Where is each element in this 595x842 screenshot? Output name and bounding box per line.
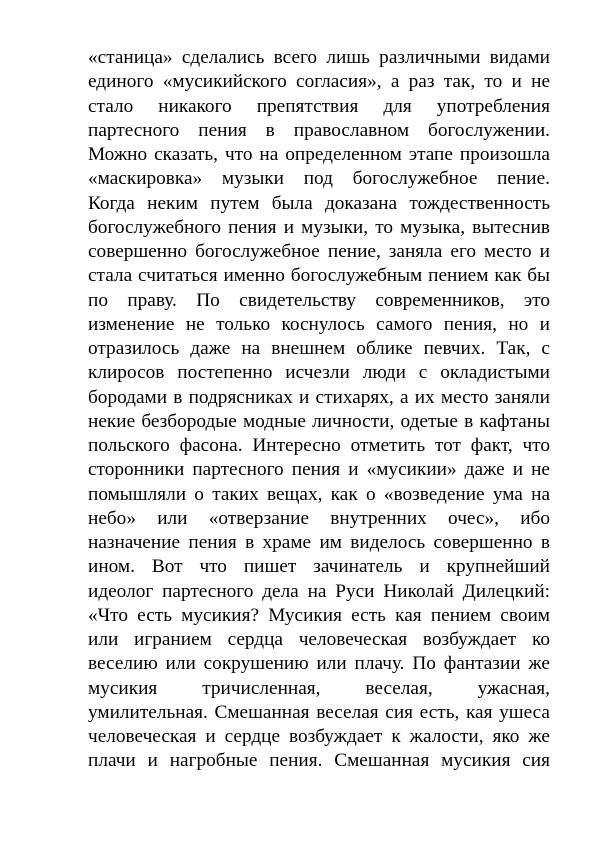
text-line: отразилось даже на внешнем облике певчих. Так, с bbox=[88, 338, 550, 359]
text-line: умилительная. Смешанная веселая сия есть, кая ушеса bbox=[88, 701, 550, 723]
text-line: богослужебного пения и музыки, то музыка, вытеснив bbox=[88, 216, 550, 238]
text-line: веселию или сокрушению или плачу. По фантазии же bbox=[88, 653, 550, 675]
body-text bbox=[88, 46, 550, 774]
text-line: «станица» сделались всего лишь различными видами bbox=[88, 47, 550, 68]
text-line: или игранием сердца человеческая возбуждает ко bbox=[88, 629, 550, 650]
text-line: по праву. По свидетельству современников, это bbox=[88, 289, 550, 311]
text-line: небо» или «отверзание внутренних очес», ибо bbox=[88, 507, 550, 529]
text-line: клиросов постепенно исчезли люди с окладистыми bbox=[88, 362, 550, 384]
text-line: Когда неким путем была доказана тождественность bbox=[88, 192, 550, 214]
text-line: человеческая и сердце возбуждает к жалости, яко же bbox=[88, 726, 550, 747]
text-line: Можно сказать, что на определенном этапе произошла bbox=[88, 144, 550, 165]
text-line: единого «мусикийского согласия», а раз так, то и не bbox=[88, 71, 550, 93]
text-line: назначение пения в храме им виделось совершенно в bbox=[88, 532, 550, 553]
text-line: помышляли о таких вещах, как о «возведение ума на bbox=[88, 483, 550, 505]
text-line: идеолог партесного дела на Руси Николай Дилецкий: bbox=[88, 580, 550, 602]
text-line: «Что есть мусикия? Мусикия есть кая пением своим bbox=[88, 604, 550, 626]
text-line: сторонники партесного пения и «мусикии» даже и не bbox=[88, 459, 550, 481]
text-line: некие безбородые модные личности, одетые в кафтаны bbox=[88, 410, 550, 432]
text-line: партесного пения в православном богослужении. bbox=[88, 119, 550, 141]
text-line: стала считаться именно богослужебным пением как бы bbox=[88, 265, 550, 287]
text-line: стало никакого препятствия для употребления bbox=[88, 95, 550, 117]
text-line: польского фасона. Интересно отметить тот факт, что bbox=[88, 435, 550, 456]
text-line: мусикия тричисленная, веселая, ужасная, bbox=[88, 677, 550, 699]
text-line: изменение не только коснулось самого пения, но и bbox=[88, 313, 550, 335]
text-line: бородами в подрясниках и стихарях, а их место заняли bbox=[88, 386, 550, 408]
text-line: ином. Вот что пишет зачинатель и крупнейший bbox=[88, 556, 550, 578]
text-line: совершенно богослужебное пение, заняла его место и bbox=[88, 241, 550, 262]
text-line: плачи и нагробные пения. Смешанная мусикия сия bbox=[88, 750, 550, 772]
text-line: «маскировка» музыки под богослужебное пение. bbox=[88, 168, 550, 190]
